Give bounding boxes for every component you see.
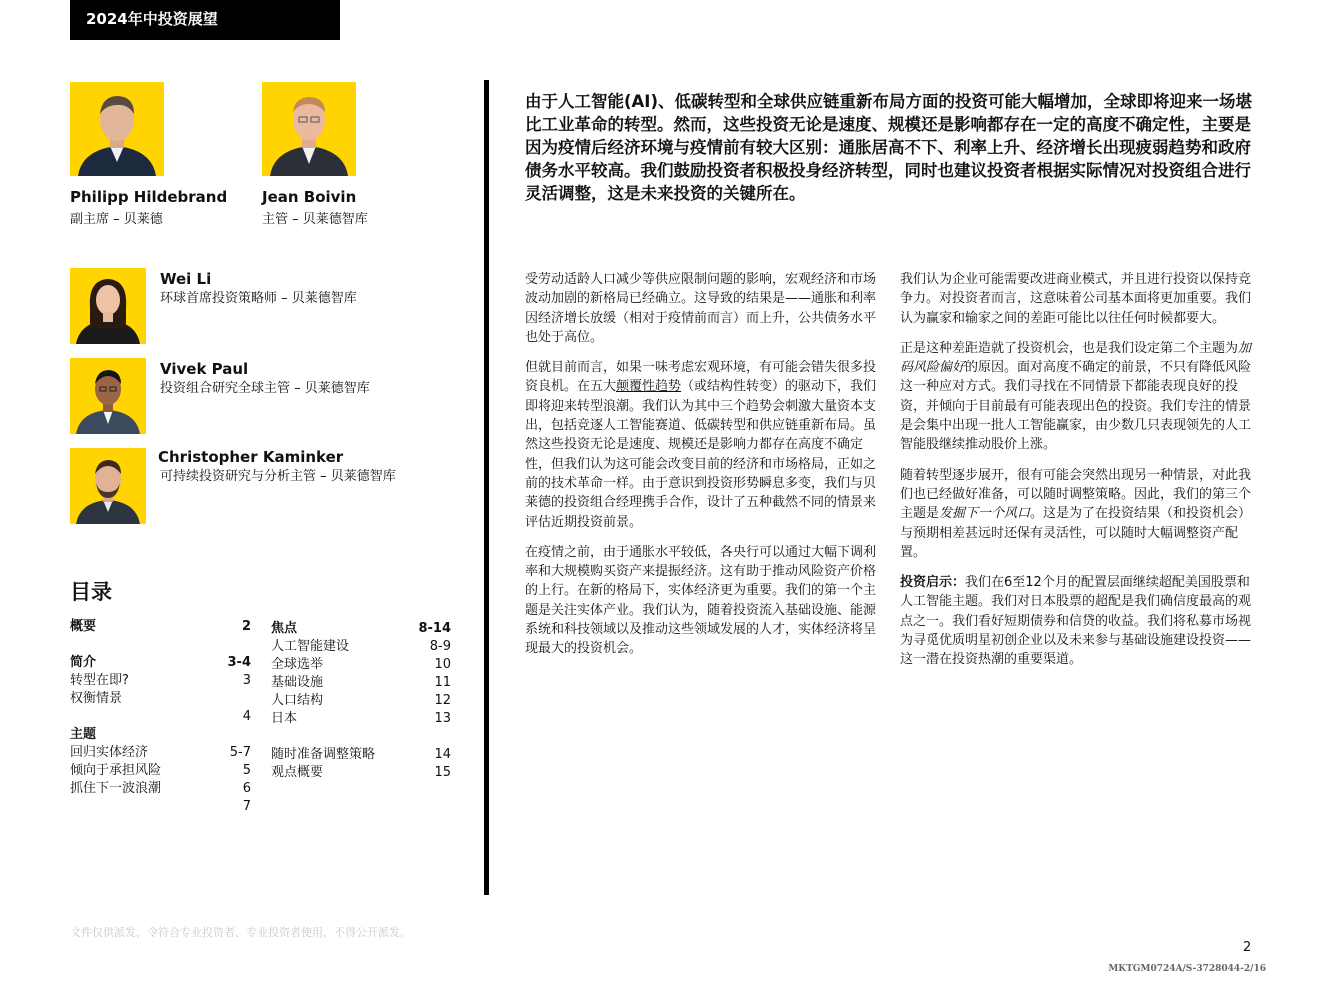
toc-entry-page: 7 (242, 799, 251, 814)
body-paragraph: 投资启示：我们在6至12个月的配置层面继续超配美国股票和人工智能主题。我们对日本股票的超配是我们确信度最高的观点之一。我们看好短期债券和信贷的收益。我们将私募市场视为寻觅优质明星初创企业以及未来参与基础设施建设投资——这一潜在投资热潮的重要渠道。 (900, 575, 1252, 668)
toc-entry[interactable] (70, 690, 251, 708)
toc-entry-label: 焦点 (271, 621, 298, 636)
document-code: MKTGM0724A/S-3728044-2/16 (1108, 964, 1266, 974)
toc-entry[interactable] (70, 654, 251, 672)
theme-emphasis: 发掘下一个风口 (939, 506, 1031, 522)
body-paragraph: 随着转型逐步展开，很有可能会突然出现另一种情景，对此我们也已经做好准备，可以随时调整策略。因此，我们的第三个主题是发掘下一个风口。这是为了在投资结果（和投资机会）与预期相差甚远时还保有灵活性，可以随时大幅调整资产配置。 (900, 467, 1252, 560)
toc-entry-page: 14 (434, 747, 451, 762)
implication-label: 投资启示： (900, 575, 966, 591)
toc-entry-label: 人口结构 (271, 693, 324, 708)
toc-entry-page: 8-14 (418, 621, 451, 636)
toc-entry-label: 人工智能建设 (271, 639, 350, 654)
toc-entry-label: 主题 (70, 727, 97, 742)
person-name: Philipp Hildebrand (70, 188, 228, 206)
person-role: 可持续投资研究与分析主管 – 贝莱德智库 (160, 469, 396, 484)
toc-entry[interactable] (271, 764, 451, 782)
toc-entry-page: 2 (241, 619, 251, 634)
body-paragraph: 但就目前而言，如果一味考虑宏观环境，有可能会错失很多投资良机。在五大颠覆性趋势（或结构性转变）的驱动下，我们即将迎来转型浪潮。我们认为其中三个趋势会刺激大量资本支出，包括竞逐人工智能赛道、低碳转型和供应链重新布局。虽然这些投资无论是速度、规模还是影响力都存在高度不确定性，但我们认为这可能会改变目前的经济和市场格局，正如之前的技术革命一样。由于意识到投资形势瞬息多变，我们与贝莱德的投资组合经理携手合作，设计了五种截然不同的情景来评估近期投资前景。 (525, 360, 877, 530)
person-name: Christopher Kaminker (158, 448, 344, 466)
toc-entry[interactable] (70, 798, 251, 816)
person-role: 投资组合研究全球主管 – 贝莱德智库 (160, 381, 370, 396)
toc-entry-page: 3-4 (227, 655, 251, 670)
toc-entry-page: 11 (434, 675, 451, 690)
toc-entry-label: 概要 (70, 619, 97, 634)
toc-entry[interactable] (271, 746, 451, 764)
toc-entry-label: 抓住下一波浪潮 (70, 781, 162, 796)
toc-entry-page: 4 (242, 709, 251, 724)
portrait-hildebrand-image (70, 82, 164, 176)
toc-entry-label: 基础设施 (271, 675, 324, 690)
body-paragraph: 正是这种差距造就了投资机会，也是我们设定第二个主题为加码风险偏好的原因。面对高度不确定的前景，不只有降低风险这一种应对方式。我们寻找在不同情景下都能表现良好的投资，并倾向于目前最有可能表现出色的投资。我们专注的情景是会集中出现一批人工智能赢家，由少数几只表现领先的人工智能股继续推动股价上涨。 (900, 340, 1252, 453)
toc-entry[interactable] (271, 638, 451, 656)
toc-entry-page: 5 (242, 763, 251, 778)
toc-entry-label: 倾向于承担风险 (70, 763, 162, 778)
toc-entry-label: 回归实体经济 (70, 745, 149, 760)
toc-entry-page: 12 (434, 693, 451, 708)
portrait-kaminker-image (70, 448, 146, 524)
toc-entry[interactable] (70, 708, 251, 726)
toc-entry[interactable] (271, 728, 451, 746)
toc-entry-page: 8-9 (429, 639, 451, 654)
toc-entry-page: 6 (242, 781, 251, 796)
toc-entry-label: 随时准备调整策略 (271, 747, 376, 762)
toc-entry[interactable] (70, 672, 251, 690)
vertical-divider (484, 80, 489, 895)
theme-emphasis: 加码风险偏好 (900, 340, 1252, 376)
toc-entry[interactable] (271, 620, 451, 638)
portrait-vivek-paul-image (70, 358, 146, 434)
person-name: Jean Boivin (262, 188, 357, 206)
toc-entry[interactable] (271, 710, 451, 728)
body-paragraph: 在疫情之前，由于通胀水平较低，各央行可以通过大幅下调利率和大规模购买资产来提振经济。这有助于推动风险资产价格的上行。在新的格局下，实体经济更为重要。我们的第一个主题是关注实体产业。我们认为，随着投资流入基础设施、能源系统和科技领域以及推动这些领域发展的人才，实体经济将呈现最大的投资机会。 (525, 544, 877, 657)
toc-left-column (70, 618, 251, 816)
portrait-wei-li-image (70, 268, 146, 344)
toc-right-column (271, 620, 451, 782)
toc-entry-page: 13 (434, 711, 451, 726)
person-name: Vivek Paul (160, 360, 249, 378)
disruptive-trends-link[interactable]: 颠覆性趋势 (616, 379, 682, 395)
footer-disclaimer: 文件仅供派发，令符合专业投资者、专业投资者使用，不得公开派发。 (70, 926, 411, 939)
person-name: Wei Li (160, 270, 212, 288)
toc-entry[interactable] (70, 780, 251, 798)
toc-entry-label: 全球选举 (271, 657, 324, 672)
lead-paragraph: 由于人工智能(AI)、低碳转型和全球供应链重新布局方面的投资可能大幅增加，全球即将迎来一场堪比工业革命的转型。然而，这些投资无论是速度、规模还是影响都存在一定的高度不确定性，主要是因为疫情后经济环境与疫情前有较大区别：通胀居高不下、利率上升、经济增长出现疲弱趋势和政府债务水平较高。我们鼓励投资者积极投身经济转型，同时也建议投资者根据实际情况对投资组合进行灵活调整，这是未来投资的关键所在。 (525, 92, 1252, 203)
toc-entry-label: 观点概要 (271, 765, 324, 780)
toc-entry-page: 3 (242, 673, 251, 688)
toc-entry[interactable] (70, 762, 251, 780)
body-column-left (525, 270, 880, 670)
person-role: 副主席 – 贝莱德 (70, 212, 163, 227)
toc-entry-label: 日本 (271, 711, 298, 726)
toc-entry[interactable] (271, 674, 451, 692)
toc-entry-page: 15 (434, 765, 451, 780)
toc-entry[interactable] (70, 726, 251, 744)
toc-entry-label: 转型在即? (70, 673, 129, 688)
person-role: 环球首席投资策略师 – 贝莱德智库 (160, 291, 357, 306)
toc-entry[interactable] (70, 636, 251, 654)
toc-entry-label: 权衡情景 (70, 691, 123, 706)
toc-entry[interactable] (271, 692, 451, 710)
toc-entry-page: 10 (434, 657, 451, 672)
portrait-boivin-image (262, 82, 356, 176)
body-paragraph: 我们认为企业可能需要改进商业模式，并且进行投资以保持竞争力。对投资者而言，这意味着公司基本面将更加重要。我们认为赢家和输家之间的差距可能比以往任何时候都要大。 (900, 272, 1252, 326)
toc-title: 目录 (70, 580, 112, 604)
body-paragraph: 受劳动适龄人口减少等供应限制问题的影响，宏观经济和市场波动加剧的新格局已经确立。这导致的结果是——通胀和利率因经济增长放缓（相对于疫情前而言）而上升，公共债务水平也处于高位。 (525, 272, 877, 345)
toc-entry[interactable] (70, 618, 251, 636)
body-column-right (900, 270, 1255, 681)
page-number: 2 (1243, 940, 1252, 955)
toc-entry-label: 简介 (70, 655, 97, 670)
toc-entry[interactable] (271, 656, 451, 674)
toc-entry[interactable] (70, 744, 251, 762)
person-role: 主管 – 贝莱德智库 (262, 212, 368, 227)
report-title-banner: 2024年中投资展望 (70, 0, 340, 40)
toc-entry-page: 5-7 (229, 745, 251, 760)
